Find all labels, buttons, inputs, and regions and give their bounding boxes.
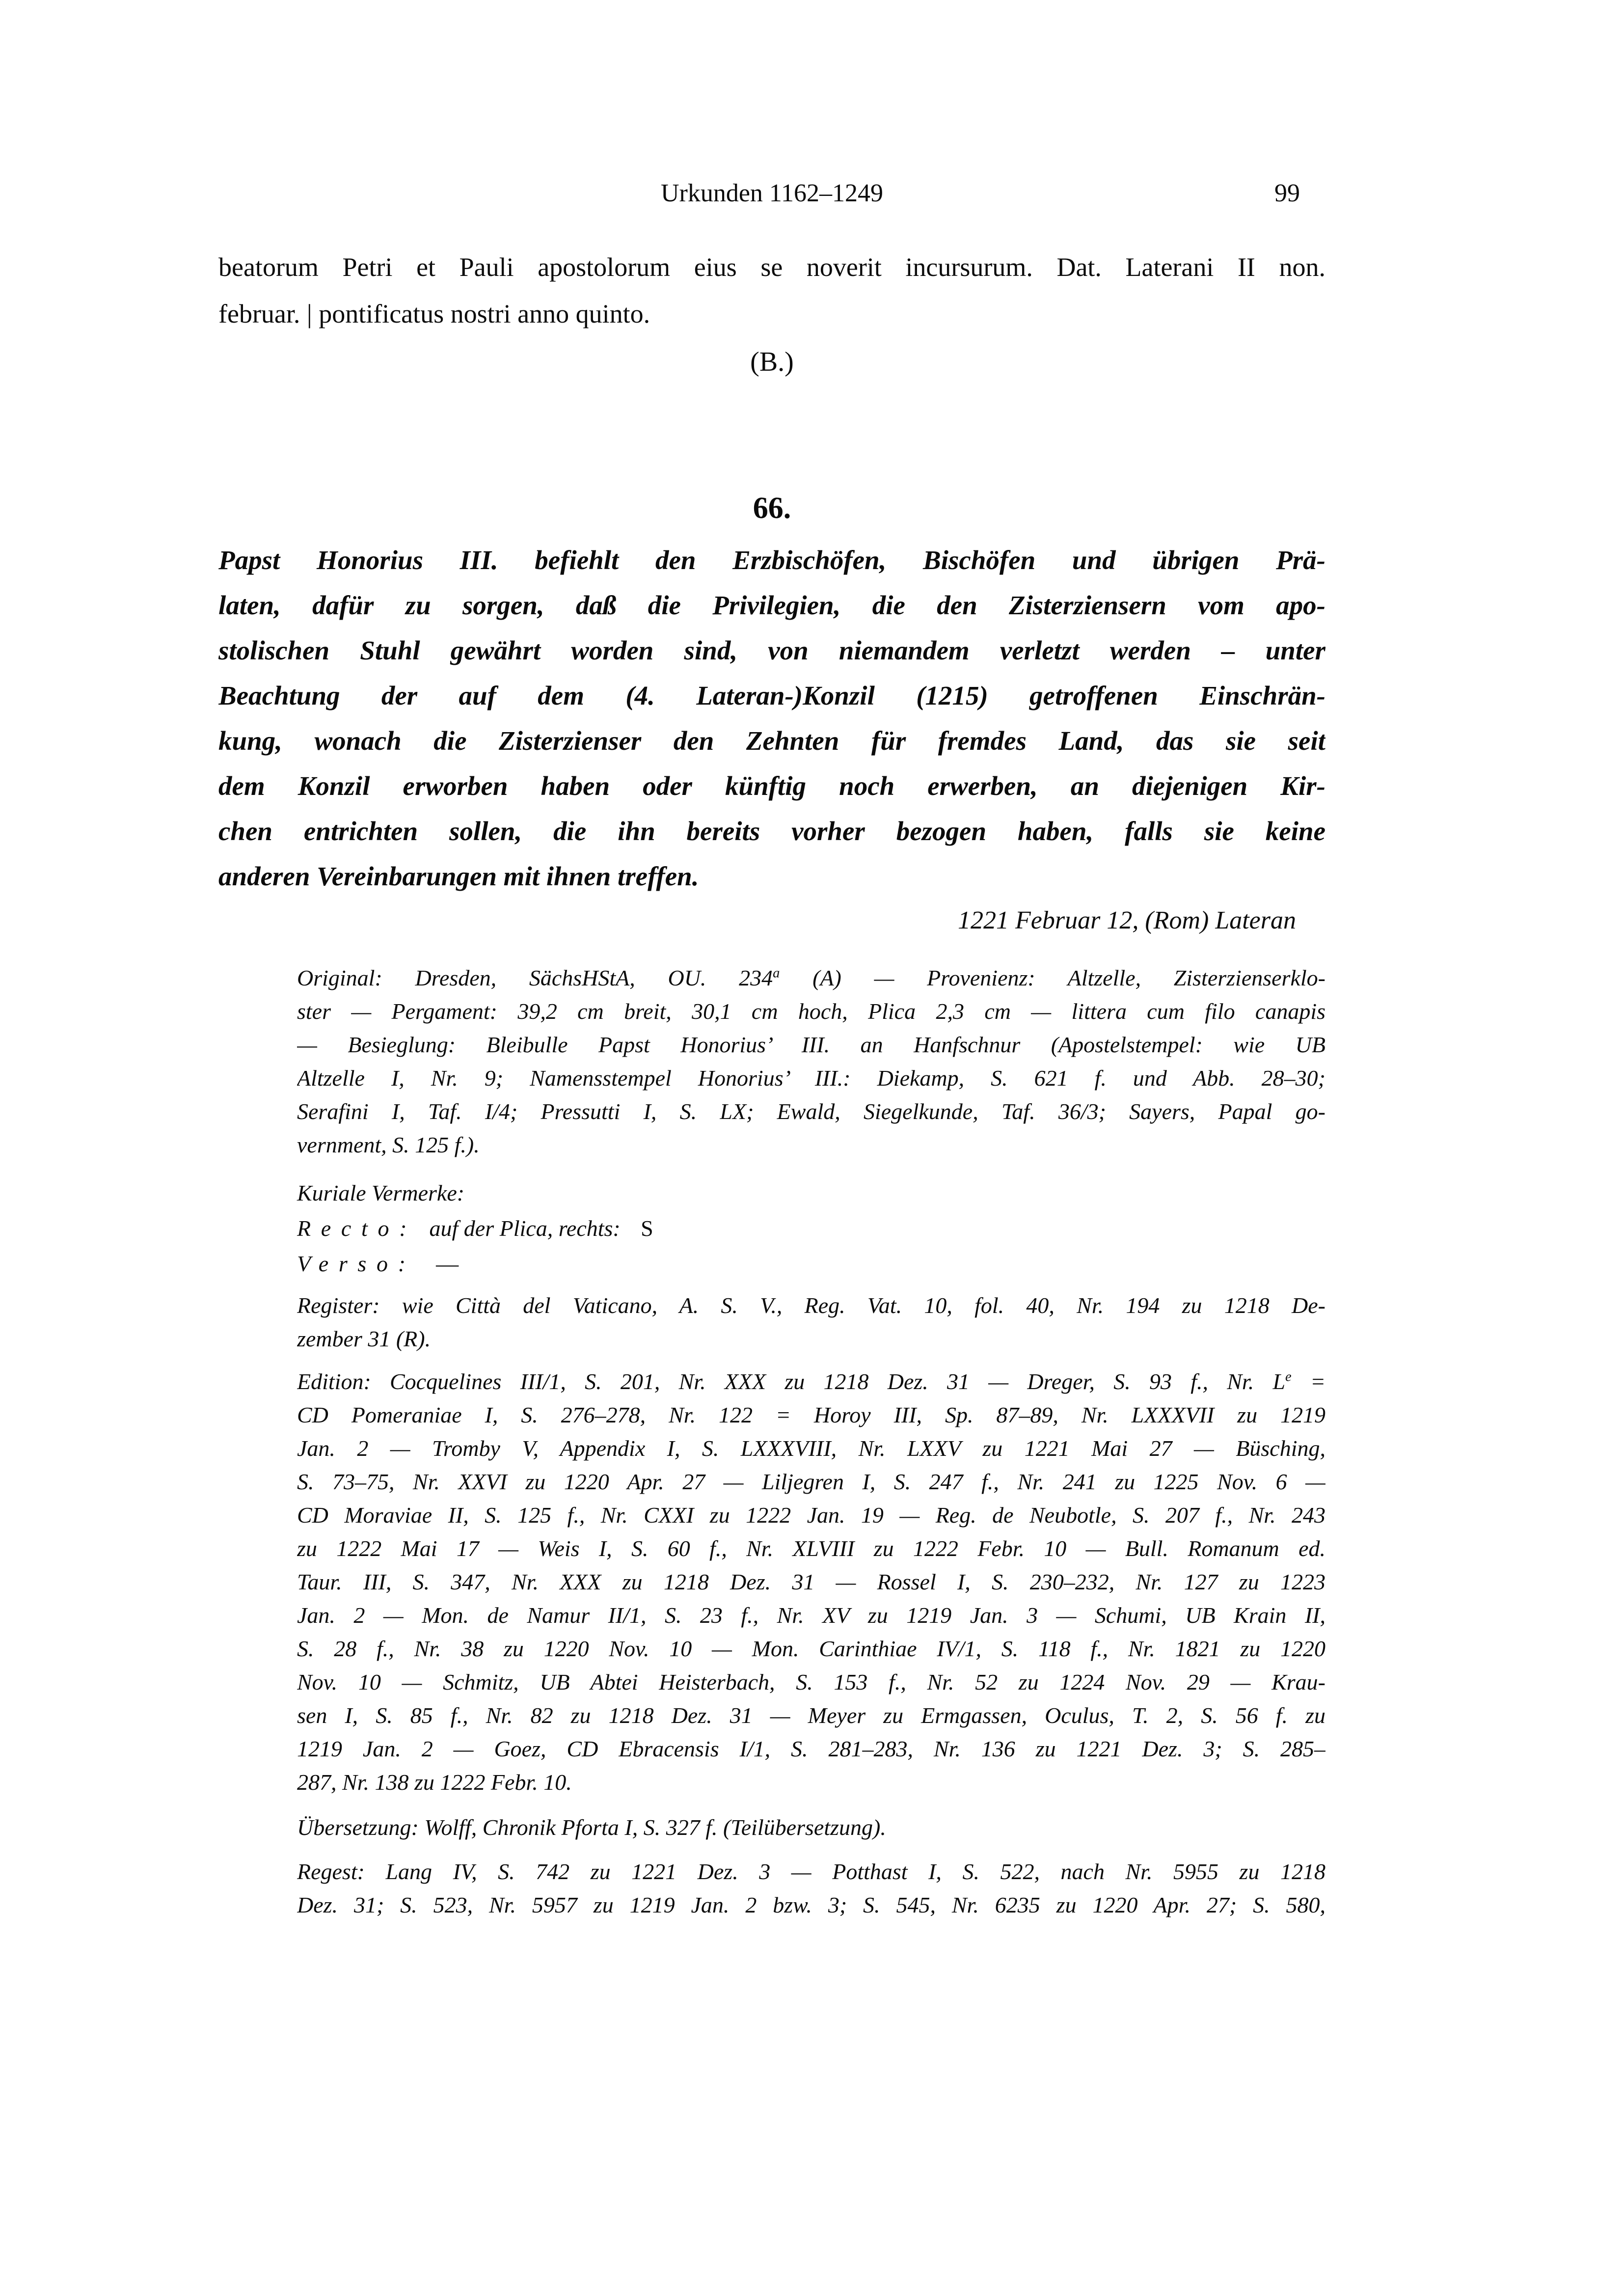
page-number: 99 [1274,179,1300,207]
apparatus-line: Altzelle I, Nr. 9; Namensstempel Honorius’ III.: Diekamp, S. 621 f. und Abb. 28–30; [297,1066,1325,1091]
apparatus-line: zu 1222 Mai 17 — Weis I, S. 60 f., Nr. XLVIII zu 1222 Febr. 10 — Bull. Romanum ed. [297,1536,1325,1561]
apparatus-line: Dez. 31; S. 523, Nr. 5957 zu 1219 Jan. 2 bzw. 3; S. 545, Nr. 6235 zu 1220 Apr. 27; S. 580, [297,1892,1325,1917]
summary-line: dem Konzil erworben haben oder künftig noch erwerben, an diejenigen Kir- [218,771,1325,801]
translation-description: Übersetzung: Wolff, Chronik Pforta I, S. 327 f. (Teilübersetzung). [297,1815,886,1840]
apparatus-line: Register: wie Città del Vaticano, A. S. V., Reg. Vat. 10, fol. 40, Nr. 194 zu 1218 De- [297,1293,1325,1318]
summary-line: stolischen Stuhl gewährt worden sind, von niemandem verletzt werden – unter [218,635,1325,665]
summary-line: kung, wonach die Zisterzienser den Zehnten für fremdes Land, das sie seit [218,726,1325,756]
original-text: Original: Dresden, SächsHStA, OU. 234 [297,965,773,990]
apparatus-line [297,961,1325,995]
summary-line: Beachtung der auf dem (4. Lateran-)Konzil (1215) getroffenen Einschrän- [218,681,1325,711]
apparatus-line: zember 31 (R). [297,1326,431,1351]
verso-note [297,1247,1325,1281]
apparatus-line: vernment, S. 125 f.). [297,1132,480,1157]
charter-number: 66. [753,492,791,525]
apparatus-line: 1219 Jan. 2 — Goez, CD Ebracensis I/1, S. 281–283, Nr. 136 zu 1221 Dez. 3; S. 285– [297,1736,1325,1761]
apparatus-line [297,1365,1325,1398]
summary-line: laten, dafür zu sorgen, daß die Privilegien, die den Zisterziensern vom apo- [218,590,1325,620]
edition-description [297,1365,1325,1799]
apparatus-line: CD Pomeraniae I, S. 276–278, Nr. 122 = Horoy III, Sp. 87–89, Nr. LXXXVII zu 1219 [297,1402,1325,1427]
register-description [297,1289,1325,1356]
original-text: (A) — Provenienz: Altzelle, Zisterzienserklo- [780,965,1325,990]
summary-line: anderen Vereinbarungen mit ihnen treffen. [218,861,699,891]
verso-value: — [436,1251,459,1276]
summary-line: Papst Honorius III. befiehlt den Erzbischöfen, Bischöfen und übrigen Prä- [218,545,1325,575]
apparatus-line: sen I, S. 85 f., Nr. 82 zu 1218 Dez. 31 — Meyer zu Ermgassen, Oculus, T. 2, S. 56 f. zu [297,1703,1325,1728]
apparatus-line: Regest: Lang IV, S. 742 zu 1221 Dez. 3 — Potthast I, S. 522, nach Nr. 5955 zu 1218 [297,1859,1325,1884]
apparatus-line: ster — Pergament: 39,2 cm breit, 30,1 cm hoch, Plica 2,3 cm — littera cum filo canapis [297,999,1325,1024]
recto-value: S [641,1216,653,1241]
recto-text: auf der Plica, rechts: [429,1216,621,1241]
original-description [297,961,1325,1162]
apparatus-line: Taur. III, S. 347, Nr. XXX zu 1218 Dez. 31 — Rossel I, S. 230–232, Nr. 127 zu 1223 [297,1569,1325,1594]
verso-label: Verso: [297,1251,416,1276]
recto-note [297,1212,1325,1245]
apparatus-line: Jan. 2 — Tromby V, Appendix I, S. LXXXVIII, Nr. LXXV zu 1221 Mai 27 — Büsching, [297,1436,1325,1461]
apparatus-line: CD Moraviae II, S. 125 f., Nr. CXXI zu 1222 Jan. 19 — Reg. de Neubotle, S. 207 f., Nr. 243 [297,1503,1325,1528]
scribe-initial: (B.) [750,347,794,377]
apparatus-line: Serafini I, Taf. I/4; Pressutti I, S. LX; Ewald, Siegelkunde, Taf. 36/3; Sayers, Papal go- [297,1099,1325,1124]
apparatus-line: — Besieglung: Bleibulle Papst Honorius’ III. an Hanfschnur (Apostelstempel: wie UB [297,1032,1325,1057]
edition-text: Edition: Cocquelines III/1, S. 201, Nr. XXX zu 1218 Dez. 31 — Dreger, S. 93 f., Nr. L [297,1369,1286,1394]
text-line: februar. | pontificatus nostri anno quinto. [218,299,650,328]
apparatus-line: Jan. 2 — Mon. de Namur II/1, S. 23 f., Nr. XV zu 1219 Jan. 3 — Schumi, UB Krain II, [297,1603,1325,1628]
running-title: Urkunden 1162–1249 [660,179,884,207]
page-header [218,178,1325,209]
superscript-e: e [1285,1369,1292,1385]
charter-summary [218,538,1325,899]
apparatus-line: S. 28 f., Nr. 38 zu 1220 Nov. 10 — Mon. Carinthiae IV/1, S. 118 f., Nr. 1821 zu 1220 [297,1636,1325,1661]
text-line: beatorum Petri et Pauli apostolorum eius se noverit incursurum. Dat. Laterani II non. [218,252,1325,282]
apparatus-line: 287, Nr. 138 zu 1222 Febr. 10. [297,1770,572,1795]
charter-closing-text [218,244,1325,337]
apparatus-line: Nov. 10 — Schmitz, UB Abtei Heisterbach, S. 153 f., Nr. 52 zu 1224 Nov. 29 — Krau- [297,1669,1325,1695]
charter-date: 1221 Februar 12, (Rom) Lateran [958,906,1296,934]
superscript-a: a [773,965,780,981]
summary-line: chen entrichten sollen, die ihn bereits vorher bezogen haben, falls sie keine [218,816,1325,846]
edition-text: = [1291,1369,1325,1394]
apparatus-line: S. 73–75, Nr. XXVI zu 1220 Apr. 27 — Liljegren I, S. 247 f., Nr. 241 zu 1225 Nov. 6 — [297,1469,1325,1494]
regest-description [297,1855,1325,1922]
recto-label: Recto: [297,1216,417,1241]
kuriale-vermerke-heading: Kuriale Vermerke: [297,1180,465,1205]
